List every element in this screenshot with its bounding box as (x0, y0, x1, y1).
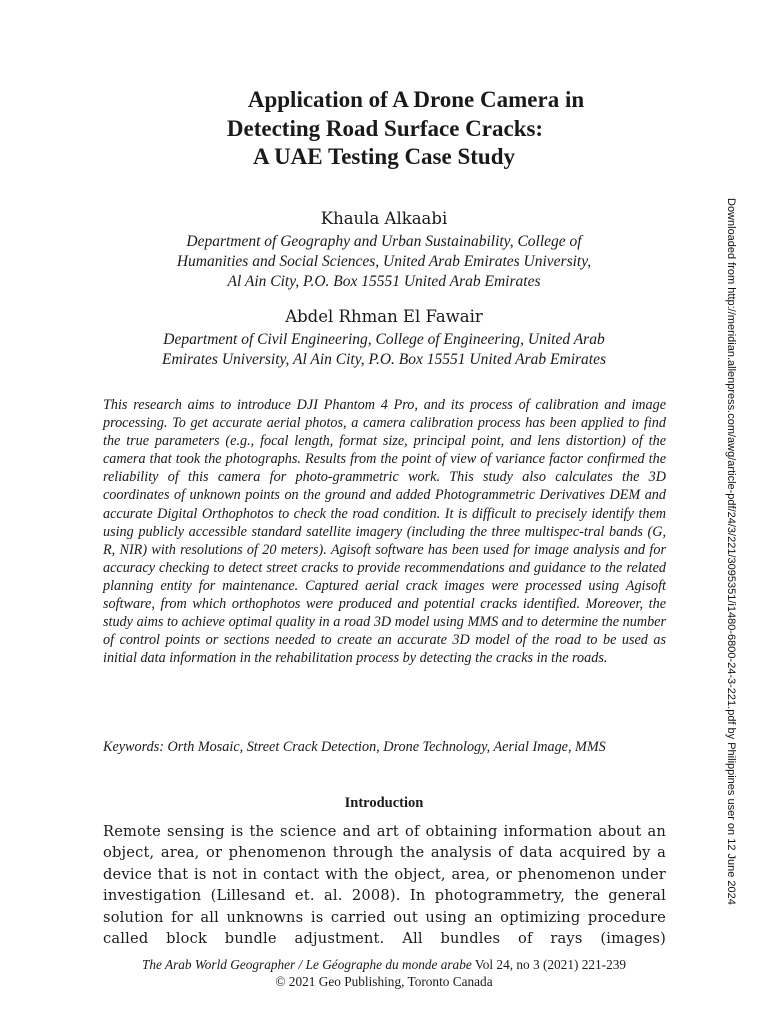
affiliation-line: Department of Geography and Urban Sustainability, College of (186, 233, 582, 250)
title-line-2: Detecting Road Surface Cracks: (226, 115, 544, 141)
volume-citation: Vol 24, no 3 (2021) 221-239 (474, 957, 627, 972)
download-note: Downloaded from http://meridian.allenpress.com/awg/article-pdf/24/3/221/3095351/i1480-6800-24-3-221.pdf by Philippines user on 12 June 2024 (725, 198, 737, 905)
copyright: © 2021 Geo Publishing, Toronto Canada (275, 973, 493, 989)
author-name-1: Khaula Alkaabi (320, 209, 448, 228)
author-affiliation-2 (0, 330, 768, 370)
journal-name: The Arab World Geographer / Le Géographe du monde arabe (141, 957, 472, 972)
affiliation-line: Department of Civil Engineering, College of Engineering, United Arab (163, 331, 605, 348)
paper-title (0, 86, 768, 172)
author-name-2: Abdel Rhman El Fawair (285, 307, 483, 326)
author-affiliation-1 (0, 232, 768, 292)
title-line-1: Application of A Drone Camera in (247, 87, 585, 112)
affiliation-line: Humanities and Social Sciences, United Arab Emirates University, (176, 253, 592, 270)
title-line-3: A UAE Testing Case Study (252, 144, 516, 169)
keywords: Keywords: Orth Mosaic, Street Crack Detection, Drone Technology, Aerial Image, MMS (103, 739, 606, 755)
page-footer (0, 957, 768, 990)
introduction-body: Remote sensing is the science and art of obtaining information about an object, area, or phenomenon through the analysis of data acquired by a device that is not in contact with the object, area, or phenomenon under investigation (Lillesand et. al. 2008). In photogrammetry, the general solution for all unknowns is carried out using an optimizing procedure called block bundle adjustment. All bundles of rays (images) (103, 823, 666, 948)
section-heading-introduction: Introduction (344, 795, 424, 811)
footer-citation-line (0, 957, 768, 974)
affiliation-line: Emirates University, Al Ain City, P.O. Box 15551 United Arab Emirates (161, 351, 607, 368)
affiliation-line: Al Ain City, P.O. Box 15551 United Arab Emirates (227, 273, 541, 290)
abstract: This research aims to introduce DJI Phantom 4 Pro, and its process of calibration and image processing. To get accurate aerial photos, a camera calibration process has been applied to find the true parameters (e.g., focal length, format size, principal point, and lens distortion) of the camera that took the photographs. Results from the point of view of variance factor confirmed the reliability of this camera for photo-grammetric work. This study also calculates the 3D coordinates of unknown points on the ground and added Photogrammetric Derivatives DEM and accurate Digital Orthophotos to check the road condition. It is difficult to precisely identify them using publicly accessible standard satellite imagery (including the three multispec-tral bands (G, R, NIR) with resolutions of 20 meters). Agisoft software has been used for image analysis and for accuracy checking to detect street cracks to provide recommendations and guidance to the related planning entity for maintenance. Captured aerial crack images were processed using Agisoft software, from which orthophotos were produced and potential cracks identified. Moreover, the study aims to achieve optimal quality in a road 3D model using MMS and to determine the number of control points or sections needed to create an accurate 3D model of the road to be used as initial data information in the rehabilitation process by detecting the cracks in the roads. (103, 397, 666, 667)
